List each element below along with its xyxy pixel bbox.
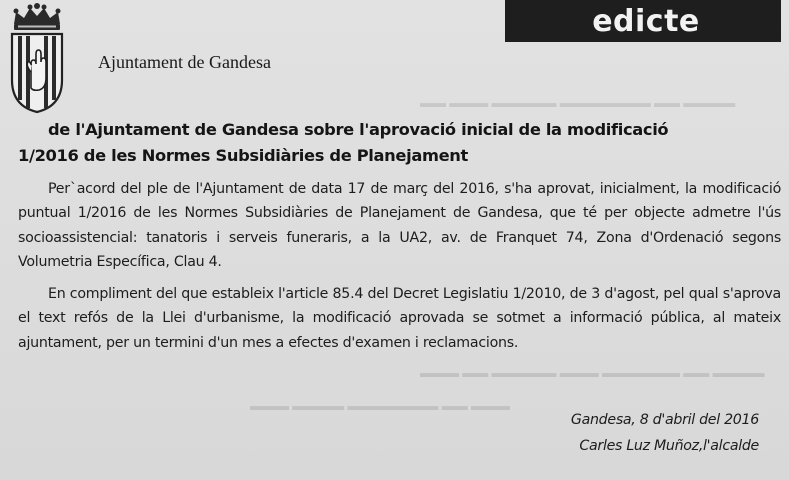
notice-paragraph-1: Per`acord del ple de l'Ajuntament de data 17 de març del 2016, s'ha aprovat, inicialment, la modificació puntual 1/2016 de les Normes Subsidiàries de Planejament de Gandesa, que té per objecte admetre l'ús socioassistencial: tanatoris i serveis funeraris, a la UA2, av. de Franquet 74, Zona d'Ordenació segons Volumetria Específica, Clau 4. [18, 181, 781, 270]
gandesa-coat-of-arms-icon [4, 2, 70, 114]
notice-title-line-2: 1/2016 de les Normes Subsidiàries de Planejament [18, 146, 468, 165]
signatory: Carles Luz Muñoz,l'alcalde [579, 438, 759, 454]
notice-title-line-1: de l'Ajuntament de Gandesa sobre l'aprovació inicial de la modificació [48, 120, 669, 139]
place-and-date: Gandesa, 8 d'abril del 2016 [570, 412, 759, 428]
section-label: edicte [592, 3, 700, 39]
section-banner [505, 0, 781, 42]
notice-paragraph-2: En compliment del que estableix l'article 85.4 del Decret Legislatiu 1/2010, de 3 d'agost, pel qual s'aprova el text refós de la Llei d'urbanisme, la modificació aprovada se sotmet a informació pública, al mateix ajuntament, per un termini d'un mes a efectes d'examen i reclamacions. [18, 286, 781, 351]
bleed-through-text: ▬▬▬ ▬▬▬▬ ▬▬▬▬▬▬▬ ▬▬ ▬▬▬ [250, 398, 510, 413]
bleed-through-text: ▬▬ ▬▬▬ ▬▬▬▬▬ ▬▬▬▬▬▬▬ ▬▬ ▬▬▬▬ [420, 95, 736, 110]
bleed-through-text: ▬▬▬ ▬▬ ▬▬▬▬▬ ▬▬▬ ▬▬▬▬▬▬ ▬▬ ▬▬▬▬ [420, 365, 765, 380]
council-name: Ajuntament de Gandesa [98, 52, 271, 72]
notice-title [18, 117, 788, 169]
